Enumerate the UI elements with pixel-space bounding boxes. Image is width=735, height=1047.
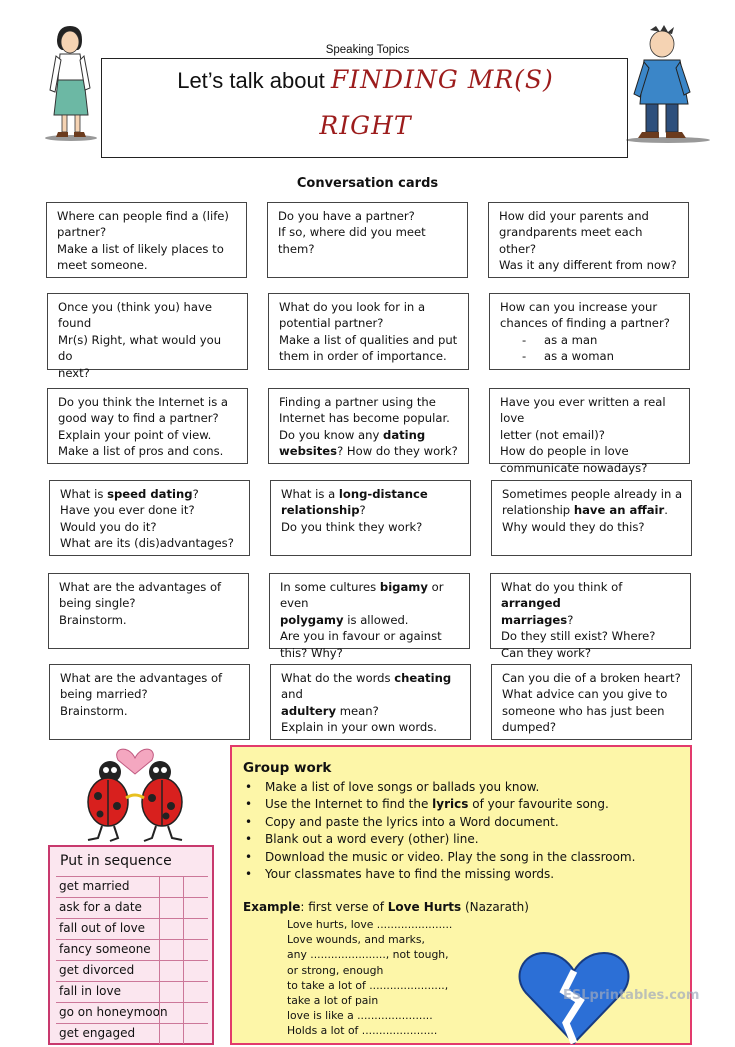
card-line (280, 612, 461, 628)
conversation-card (269, 573, 470, 660)
conversation-card (267, 202, 468, 278)
card-line (281, 486, 462, 502)
sequence-answer-box[interactable] (183, 877, 209, 897)
card-line: Sometimes people already in a (502, 487, 683, 501)
card-line: Once you (think you) have found (58, 300, 212, 331)
card-line: Have you ever written a real love (500, 395, 666, 426)
lyric-line: to take a lot of ......................, (287, 978, 449, 992)
card-line: them in order of importance. (279, 349, 447, 364)
lyric-line: Holds a lot of ...................... (287, 1024, 438, 1038)
card-line: Explain in your own words. (281, 720, 437, 735)
card-line (279, 427, 460, 443)
example-line (243, 900, 529, 914)
card-text: ? How do they work? (337, 444, 458, 459)
sequence-answer-box[interactable] (159, 1024, 184, 1044)
lyrics-block (287, 917, 452, 1039)
sequence-title: Put in sequence (60, 853, 172, 869)
conversation-card (270, 480, 471, 556)
conversation-card (489, 388, 690, 475)
example-text: : first verse of (300, 900, 388, 914)
conversation-card (268, 388, 469, 464)
card-keyword: dating (383, 427, 426, 442)
card-text: Do you know any (279, 427, 384, 442)
sequence-row (56, 960, 208, 981)
sequence-answer-box[interactable] (159, 961, 184, 981)
topic-label: Speaking Topics (325, 44, 410, 56)
card-line: dumped? (502, 720, 557, 735)
card-line (501, 579, 682, 612)
title-red-part-2: RIGHT (319, 111, 412, 140)
card-line: being married? (60, 687, 148, 702)
sequence-row (56, 876, 208, 897)
title-lead: Let’s talk about (177, 68, 325, 93)
card-line: Do you think the Internet is a (58, 395, 229, 409)
lyric-line: any ......................, not tough, (287, 948, 449, 962)
woman-illustration (40, 20, 102, 144)
card-text: mean? (336, 703, 379, 718)
conversation-card (46, 202, 247, 278)
card-keyword: bigamy (379, 580, 428, 594)
sequence-panel (48, 845, 214, 1045)
card-line: How did your parents and (499, 209, 649, 223)
cards-heading: Conversation cards (296, 176, 439, 191)
card-line: Internet has become popular. (279, 411, 450, 426)
card-line: this? Why? (280, 645, 343, 660)
card-line: Mr(s) Right, what would you do (58, 332, 222, 364)
sequence-row (56, 939, 208, 960)
card-line: chances of finding a partner? (500, 316, 670, 331)
man-illustration (622, 24, 718, 146)
card-line: Brainstorm. (60, 703, 128, 718)
group-work-title: Group work (243, 760, 332, 776)
watermark: ESLprintables.com (563, 988, 700, 1003)
card-text: or even (280, 580, 444, 611)
card-keyword: relationship (281, 503, 360, 518)
card-line: Are you in favour or against (280, 629, 442, 644)
sequence-item: fall in love (59, 984, 121, 998)
sequence-answer-box[interactable] (159, 982, 184, 1002)
sequence-answer-box[interactable] (159, 919, 184, 939)
card-line (281, 670, 462, 703)
example-label: Example (243, 900, 301, 914)
sequence-item: get married (59, 879, 130, 893)
group-work-list (243, 779, 635, 883)
sequence-row (56, 1002, 208, 1023)
card-text: ? (192, 487, 199, 501)
conversation-card (491, 480, 692, 556)
conversation-card (488, 202, 689, 278)
card-line: If so, where did you meet them? (278, 225, 426, 256)
card-line: Make a list of likely places to (57, 241, 224, 256)
list-item: • Blank out a word every (other) line. (243, 831, 635, 848)
title-box (101, 58, 628, 158)
card-line (60, 486, 241, 502)
list-item (243, 796, 635, 813)
card-dash-line (500, 348, 681, 364)
sequence-answer-box[interactable] (183, 982, 209, 1002)
card-line (281, 502, 462, 518)
conversation-card (47, 293, 248, 380)
card-line (280, 579, 461, 612)
card-text: What is (60, 487, 108, 501)
card-line: Make a list of qualities and put (279, 332, 458, 347)
lyric-line: Love wounds, and marks, (287, 933, 425, 947)
sequence-answer-box[interactable] (183, 1003, 209, 1023)
card-line (281, 703, 462, 719)
card-text: What do you think of (501, 580, 623, 594)
sequence-item: go on honeymoon (59, 1005, 168, 1019)
card-line: Do you think they work? (281, 519, 423, 534)
sequence-answer-box[interactable] (159, 898, 184, 918)
card-line: being single? (59, 596, 136, 611)
card-keyword: websites (279, 444, 338, 459)
conversation-card (268, 293, 469, 370)
card-line: Make a list of pros and cons. (58, 444, 224, 459)
sequence-row (56, 1023, 208, 1044)
conversation-card (47, 388, 248, 464)
card-line: What advice can you give to (502, 687, 668, 702)
card-keyword: marriages (501, 612, 568, 627)
list-item-text: of your favourite song. (468, 797, 609, 812)
sequence-answer-box[interactable] (183, 1024, 209, 1044)
card-keyword: long-distance (338, 487, 428, 501)
card-keyword: have an affair (573, 503, 665, 518)
card-text: is allowed. (343, 612, 409, 627)
title-red-part-1: FINDING MR(S) (330, 65, 554, 94)
example-song: Love Hurts (387, 900, 462, 914)
card-text: In some cultures (280, 580, 380, 594)
card-line: Where can people find a (life) (57, 209, 229, 223)
card-text: and (281, 687, 303, 702)
lyric-line: love is like a ...................... (287, 1009, 433, 1023)
sequence-item: fancy someone (59, 942, 151, 956)
card-line: letter (not email)? (500, 427, 605, 442)
card-text: What is a (281, 487, 339, 501)
card-line: Explain your point of view. (58, 427, 212, 442)
conversation-card (270, 664, 471, 740)
card-line: partner? (57, 225, 107, 240)
sequence-item: get engaged (59, 1026, 136, 1040)
card-line: communicate nowadays? (500, 460, 648, 475)
card-line: Brainstorm. (59, 612, 127, 627)
card-line: What are its (dis)advantages? (60, 536, 234, 551)
card-text: . (664, 503, 668, 518)
lyric-line: or strong, enough (287, 963, 384, 977)
card-line: Do you have a partner? (278, 209, 415, 223)
card-line: Why would they do this? (502, 519, 645, 534)
lyric-line: take a lot of pain (287, 994, 379, 1008)
sequence-row (56, 897, 208, 918)
card-text: relationship (502, 503, 574, 518)
sequence-item: ask for a date (59, 900, 142, 914)
list-item-text: Use the Internet to find the (265, 797, 433, 812)
lyric-line: Love hurts, love ...................... (287, 918, 453, 931)
card-line: Finding a partner using the (279, 395, 436, 409)
sequence-answer-box[interactable] (183, 898, 209, 918)
card-line: What do you look for in a (279, 300, 426, 314)
card-line: potential partner? (279, 316, 384, 331)
sequence-answer-box[interactable] (159, 877, 184, 897)
card-keyword: speed dating (107, 487, 193, 501)
conversation-card (49, 664, 250, 740)
list-item: • Copy and paste the lyrics into a Word document. (243, 814, 635, 831)
card-dash-line (500, 332, 681, 348)
card-dash-text: as a man (544, 332, 598, 347)
card-line: good way to find a partner? (58, 411, 219, 426)
card-keyword: cheating (394, 671, 452, 685)
list-item: • Your classmates have to find the missing words. (243, 866, 635, 883)
sequence-row (56, 918, 208, 939)
card-line: Do they still exist? Where? (501, 629, 656, 644)
card-line: What are the advantages of (59, 580, 222, 594)
sequence-answer-box[interactable] (159, 1003, 184, 1023)
card-line: someone who has just been (502, 703, 665, 718)
sequence-answer-box[interactable] (183, 940, 209, 960)
conversation-card (491, 664, 692, 740)
sequence-answer-box[interactable] (159, 940, 184, 960)
card-line: meet someone. (57, 258, 148, 273)
conversation-card (48, 573, 249, 649)
dash-bullet: - (522, 332, 527, 347)
card-line: Would you do it? (60, 519, 157, 534)
list-item-keyword: lyrics (432, 797, 469, 812)
list-item: • Download the music or video. Play the song in the classroom. (243, 849, 635, 866)
sequence-answer-box[interactable] (183, 961, 209, 981)
conversation-card (490, 573, 691, 660)
card-line: How do people in love (500, 444, 629, 459)
card-line (279, 443, 460, 459)
card-dash-text: as a woman (544, 349, 614, 364)
sequence-item: get divorced (59, 963, 135, 977)
dash-bullet: - (522, 349, 527, 364)
card-text: ? (567, 612, 574, 627)
example-artist: (Nazarath) (461, 900, 529, 914)
sequence-item: fall out of love (59, 921, 146, 935)
ladybugs-illustration (80, 740, 190, 846)
card-line (502, 502, 683, 518)
card-line: What are the advantages of (60, 671, 223, 685)
card-keyword: adultery (281, 703, 337, 718)
conversation-card (489, 293, 690, 370)
card-line: Can you die of a broken heart? (502, 671, 681, 685)
card-line: Can they work? (501, 645, 592, 660)
card-line: How can you increase your (500, 300, 658, 314)
card-line: Was it any different from now? (499, 258, 677, 273)
conversation-card (49, 480, 250, 556)
card-line: next? (58, 365, 90, 380)
card-keyword: arranged (501, 596, 561, 611)
card-text: ? (359, 503, 366, 518)
title-line-1 (102, 65, 629, 94)
card-line (501, 612, 682, 628)
sequence-row (56, 981, 208, 1002)
card-keyword: polygamy (280, 612, 344, 627)
card-line: grandparents meet each other? (499, 225, 643, 256)
list-item: • Make a list of love songs or ballads you know. (243, 779, 635, 796)
sequence-answer-box[interactable] (183, 919, 209, 939)
card-line: Have you ever done it? (60, 503, 195, 518)
card-text: What do the words (281, 671, 395, 685)
